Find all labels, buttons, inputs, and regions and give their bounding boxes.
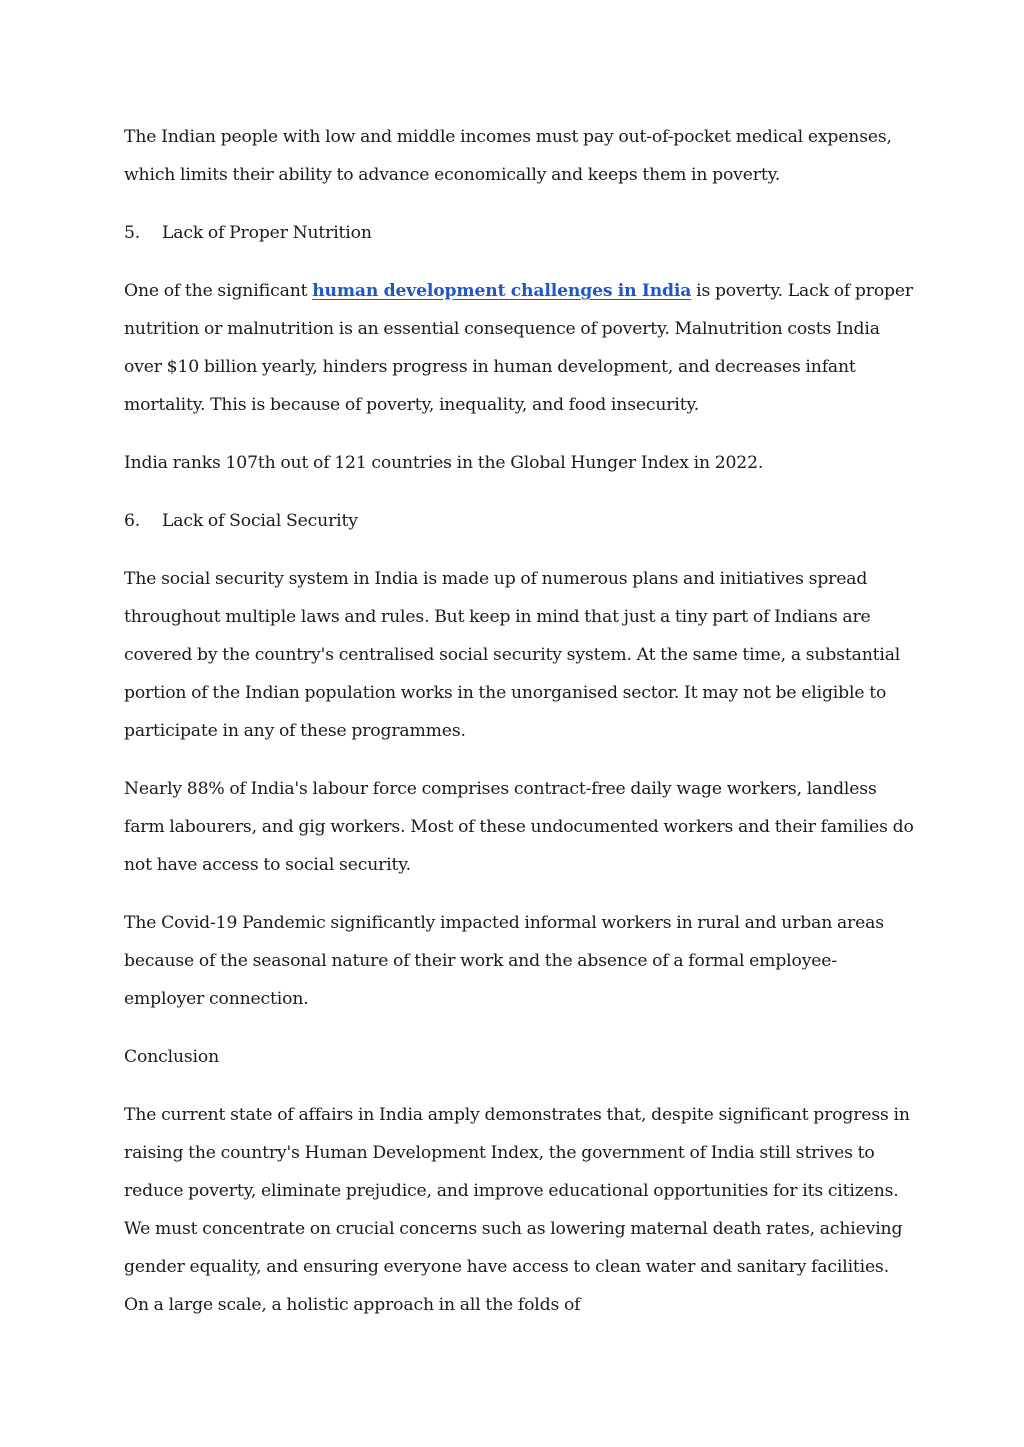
list-item-5 bbox=[124, 214, 914, 252]
document-page bbox=[124, 118, 914, 1324]
paragraph-hunger-index: India ranks 107th out of 121 countries in the Global Hunger Index in 2022. bbox=[124, 453, 764, 473]
conclusion-heading: Conclusion bbox=[124, 1047, 219, 1067]
list-number: 5. bbox=[124, 223, 141, 243]
paragraph-labour-force: Nearly 88% of India's labour force comprises contract-free daily wage workers, landless farm labourers, and gig workers. Most of these undocumented workers and their families do not have access to social security. bbox=[124, 779, 914, 875]
paragraph-nutrition bbox=[124, 272, 914, 424]
text-segment: is poverty. Lack of proper nutrition or malnutrition is an essential consequence of poverty. Malnutrition costs India over $10 billion yearly, hinders progress in human development, and decreases infant mortality. This is because of poverty, inequality, and food insecurity. bbox=[124, 281, 913, 415]
list-item-6 bbox=[124, 502, 914, 540]
list-item-label: Lack of Social Security bbox=[162, 511, 358, 531]
paragraph-social-security: The social security system in India is made up of numerous plans and initiatives spread throughout multiple laws and rules. But keep in mind that just a tiny part of Indians are covered by the country's centralised social security system. At the same time, a substantial portion of the Indian population works in the unorganised sector. It may not be eligible to participate in any of these programmes. bbox=[124, 569, 901, 741]
list-item-label: Lack of Proper Nutrition bbox=[162, 223, 372, 243]
human-development-link[interactable]: human development challenges in India bbox=[312, 281, 692, 301]
paragraph-conclusion: The current state of affairs in India amply demonstrates that, despite significant progress in raising the country's Human Development Index, the government of India still strives to reduce poverty, eliminate prejudice, and improve educational opportunities for its citizens. We must concentrate on crucial concerns such as lowering maternal death rates, achieving gender equality, and ensuring everyone have access to clean water and sanitary facilities. On a large scale, a holistic approach in all the folds of bbox=[124, 1105, 910, 1315]
paragraph-covid: The Covid-19 Pandemic significantly impacted informal workers in rural and urban areas because of the seasonal nature of their work and the absence of a formal employee-employer connection. bbox=[124, 913, 884, 1009]
list-number: 6. bbox=[124, 511, 141, 531]
text-segment: One of the significant bbox=[124, 281, 313, 301]
paragraph-out-of-pocket: The Indian people with low and middle incomes must pay out-of-pocket medical expenses, which limits their ability to advance economically and keeps them in poverty. bbox=[124, 127, 892, 185]
